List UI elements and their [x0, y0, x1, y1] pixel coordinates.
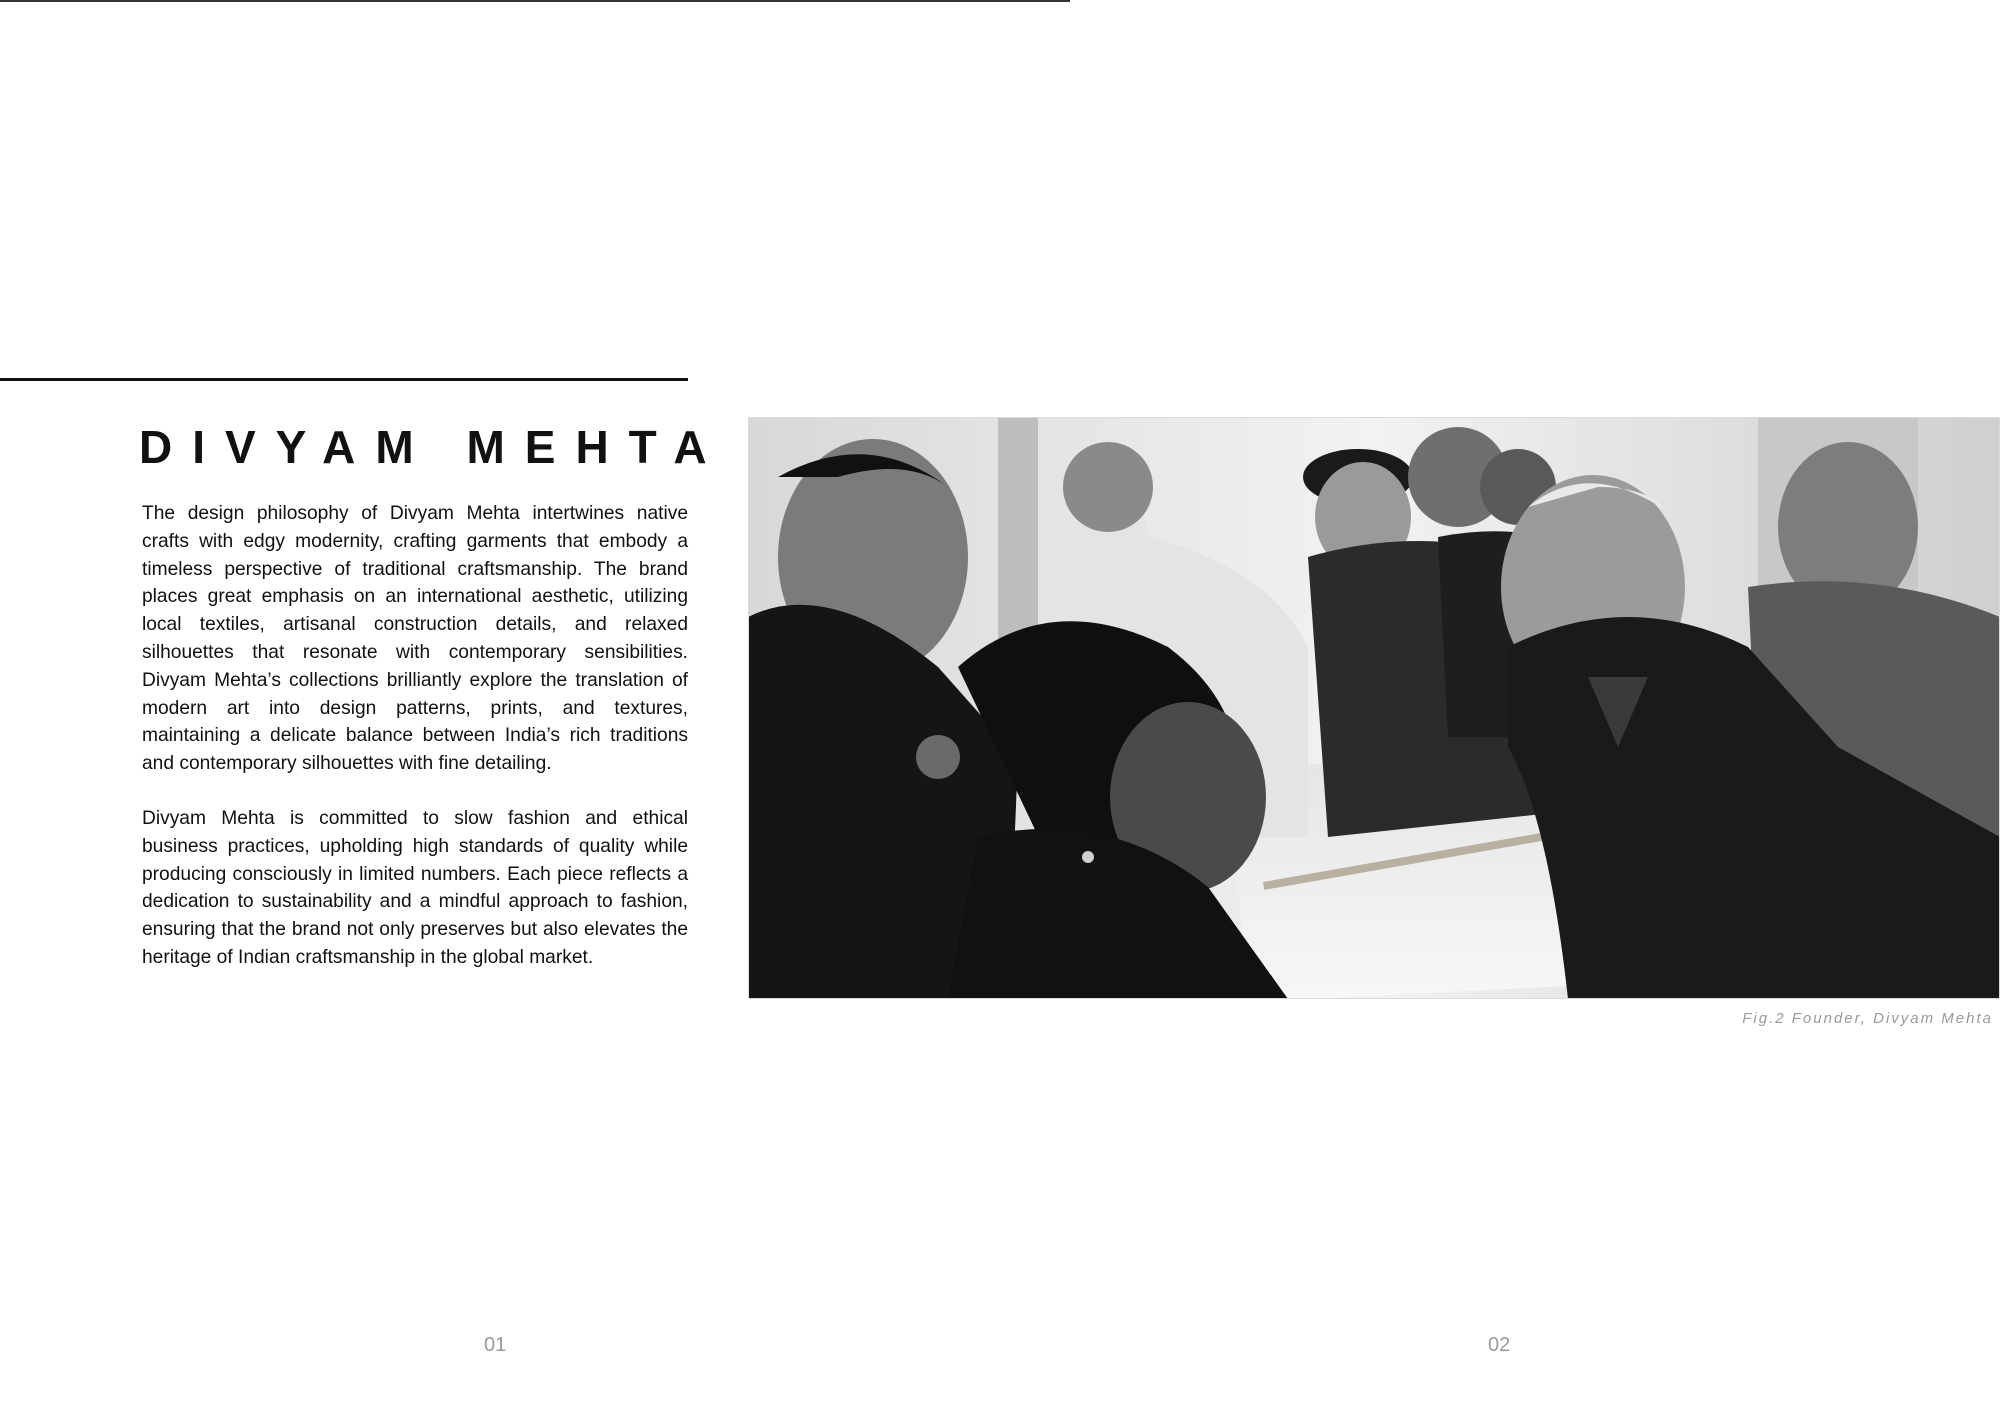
page-number-right: 02	[1488, 1334, 1511, 1356]
page-number-left: 01	[484, 1334, 507, 1356]
body-paragraph-2: Divyam Mehta is committed to slow fashion and ethical business practices, upholding high standards of quality while producing consciously in limited numbers. Each piece reflects a dedication to sustainability and a mindful approach to fashion, ensuring that the brand not only preserves but also elevates the heritage of Indian craftsmanship in the global market.	[142, 808, 688, 968]
page-title: DIVYAM MEHTA	[139, 421, 727, 473]
body-paragraph-1: The design philosophy of Divyam Mehta intertwines native crafts with edgy modernity, crafting garments that embody a timeless perspective of traditional craftsmanship. The brand places great emphasis on an international aesthetic, utilizing local textiles, artisanal construction details, and relaxed silhouettes that resonate with contemporary sensibilities. Divyam Mehta’s collections brilliantly explore the translation of modern art into design patterns, prints, and textures, maintaining a delicate balance between India’s rich traditions and contemporary silhouettes with fine detailing.	[142, 503, 688, 775]
founder-photo	[748, 417, 2000, 999]
figure-caption: Fig.2 Founder, Divyam Mehta	[1742, 1010, 1993, 1027]
section-rule	[0, 378, 688, 381]
top-rule	[0, 0, 1070, 2]
